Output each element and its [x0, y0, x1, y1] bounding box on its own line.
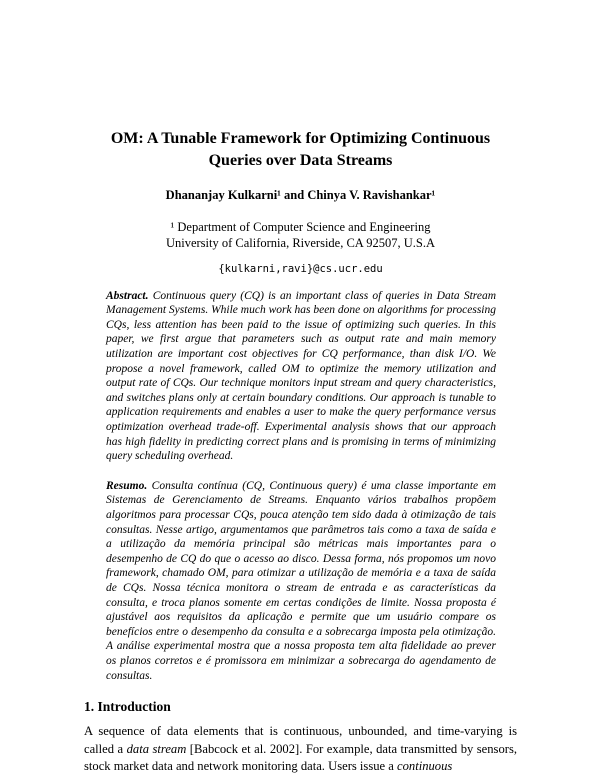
abstract-text: Continuous query (CQ) is an important class of queries in Data Stream Management Systems. While much work has been done on algorithms for processing CQs, less attention has been paid to the issue of optimizing such queries. In this paper, we first argue that parameters such as output rate and main memory utilization are important cost objectives for CQ performance, than disk I/O. We propose a novel framework, called OM to optimize the memory utilization and output rate of CQs. Our technique monitors input stream and query characteristics, and switches plans only at certain boundary conditions. Our approach is tunable to application requirements and enables a user to make the query performance versus optimization overhead trade-off. Experimental analysis shows that our approach has high fidelity in predicting correct plans and is promising in terms of minimizing query scheduling overhead.: [106, 289, 496, 463]
paper-title: OM: A Tunable Framework for Optimizing Continuous Queries over Data Streams: [110, 130, 491, 169]
intro-segment-1: A sequence of data elements that is continuous, unbounded, and time-varying is called a: [84, 724, 517, 756]
intro-segment-2: [Babcock et al. 2002]. For example, data transmitted by sensors, stock market data and network monitoring data. Users issue a: [84, 741, 517, 773]
resumo-text: Consulta contínua (CQ, Continuous query) é uma classe importante em Sistemas de Gerenciamento de Streams. Enquanto vários trabalhos propõem algoritmos para processar CQs, pouca atenção tem sido dada à otimização de tais consultas. Nesse artigo, argumentamos que parâmetros tais como a taxa de saída e a utilização da memória principal são métricas mais importantes para o desempenho de CQ do que o acesso ao disco. Dessa forma, nós propomos um novo framework, chamado OM, para otimizar a utilização de memória e a taxa de saída de CQs. Nossa técnica monitora o stream de entrada e as características da consulta, e troca planos somente em certas condições de limite. Nossa proposta é ajustável aos requisitos da aplicação e permite que um usuário compare os benefícios entre o desempenho da consulta e a sobrecarga imposta pela otimização. A análise experimental mostra que a nossa proposta tem alta fidelidade ao prever os planos corretos e é promissora em minimizar a sobrecarga do agendamento de consultas.: [106, 479, 496, 682]
abstract-paragraph: [106, 289, 496, 464]
abstract-label: Abstract.: [106, 289, 149, 302]
intro-term-data-stream: data stream: [126, 741, 187, 756]
affiliation-line-1: ¹ Department of Computer Science and Engineering: [170, 220, 431, 235]
intro-term-continuous: continuous: [397, 758, 453, 773]
section-1-heading: 1. Introduction: [84, 699, 171, 715]
email-line: {kulkarni,ravi}@cs.ucr.edu: [218, 262, 383, 275]
authors-line: Dhananjay Kulkarni¹ and Chinya V. Ravishankar¹: [165, 188, 436, 203]
affiliation-line-2: University of California, Riverside, CA 92507, U.S.A: [165, 236, 436, 251]
resumo-paragraph: [106, 479, 496, 683]
intro-paragraph: [84, 723, 517, 775]
resumo-label: Resumo.: [106, 479, 148, 492]
